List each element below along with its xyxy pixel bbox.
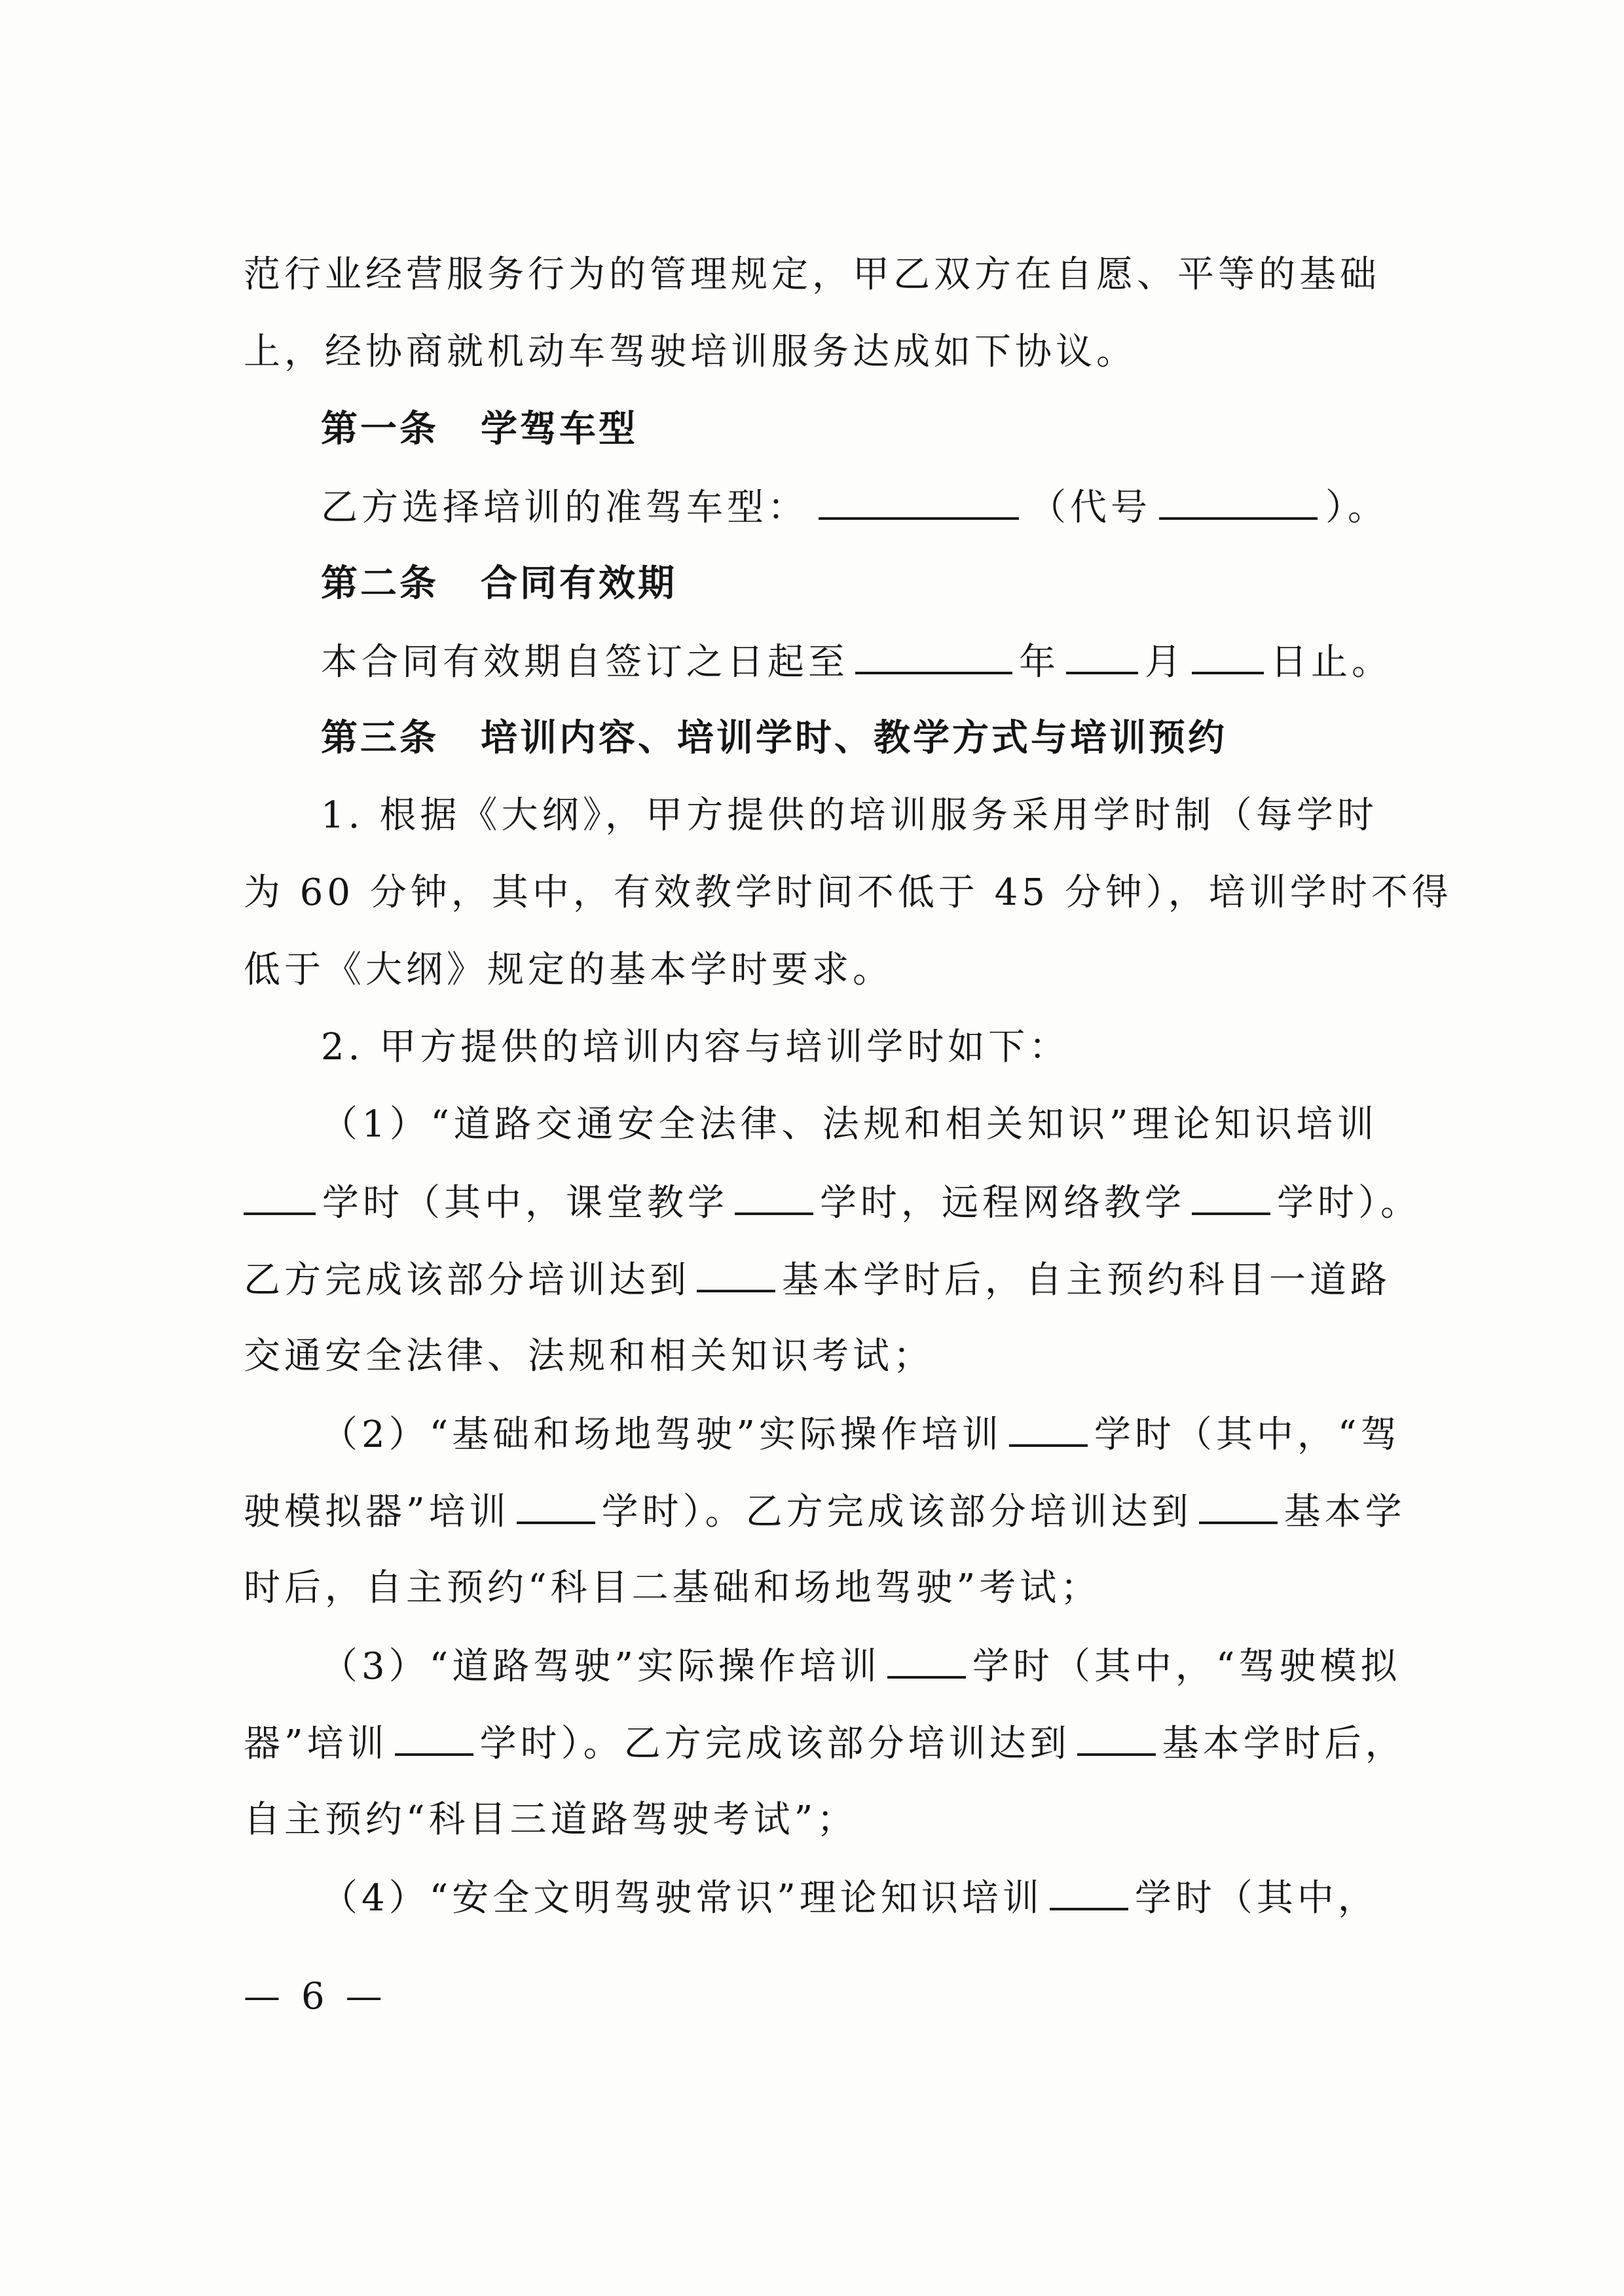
paragraph-line: （4）“安全文明驾驶常识”理论知识培训 学时（其中， — [321, 1871, 1378, 1925]
article-1-heading — [321, 403, 638, 456]
paragraph-line: （1）“道路交通安全法律、法规和相关知识”理论知识培训 — [321, 1103, 1378, 1146]
paragraph-line: （2）“基础和场地驾驶”实际操作培训 学时（其中，“驾 — [321, 1408, 1401, 1461]
paragraph-line: 1. 根据《大纲》，甲方提供的培训服务采用学时制（每学时 — [321, 794, 1378, 837]
page-number — [244, 1971, 382, 2023]
article-number: 第一条 — [321, 408, 439, 450]
blank-line — [1192, 1176, 1270, 1215]
page-number-value: 6 — [301, 1975, 325, 2018]
paragraph-line: 交通安全法律、法规和相关知识考试； — [244, 1335, 934, 1377]
blank-line — [697, 1253, 775, 1292]
blank-line — [1199, 1485, 1278, 1524]
blank-line — [1066, 635, 1138, 674]
article-title: 培训内容、培训学时、教学方式与培训预约 — [481, 717, 1227, 759]
article-title: 学驾车型 — [481, 408, 638, 450]
blank-line — [1077, 1717, 1156, 1756]
blank-line — [1050, 1871, 1128, 1910]
blank-line — [517, 1485, 595, 1524]
article-title: 合同有效期 — [481, 562, 677, 605]
blank-line — [855, 635, 1012, 674]
blank-line — [1009, 1408, 1088, 1447]
page-number-dash-left: — — [244, 1975, 280, 2018]
blank-line — [1192, 635, 1264, 674]
article-number: 第二条 — [321, 562, 439, 605]
paragraph-line: 学时（其中，课堂教学 学时，远程网络教学 学时）。 — [244, 1176, 1421, 1230]
paragraph-line: 2. 甲方提供的培训内容与培训学时如下： — [321, 1026, 1070, 1068]
paragraph-line: 乙方完成该部分培训达到 基本学时后，自主预约科目一道路 — [244, 1253, 1391, 1307]
paragraph-line: 驶模拟器”培训 学时）。乙方完成该部分培训达到 基本学 — [244, 1485, 1406, 1539]
paragraph-line: 器”培训 学时）。乙方完成该部分培训达到 基本学时后， — [244, 1717, 1406, 1770]
paragraph-line: 上，经协商就机动车驾驶培训服务达成如下协议。 — [244, 331, 1137, 373]
blank-line — [395, 1717, 473, 1756]
paragraph-line: 本合同有效期自签订之日起至 年 月 日止。 — [321, 635, 1392, 689]
blank-line — [819, 481, 1019, 520]
paragraph-line: （3）“道路驾驶”实际操作培训 学时（其中，“驾驶模拟 — [321, 1639, 1401, 1693]
paragraph-line: 时后，自主预约“科目二基础和场地驾驶”考试； — [244, 1567, 1101, 1609]
paragraph-line: 范行业经营服务行为的管理规定，甲乙双方在自愿、平等的基础 — [244, 253, 1380, 296]
blank-line — [244, 1176, 316, 1215]
article-2-heading — [321, 558, 677, 610]
blank-line — [887, 1639, 966, 1679]
paragraph-line: 为 60 分钟，其中，有效教学时间不低于 45 分钟），培训学时不得 — [244, 871, 1452, 914]
paragraph-line: 自主预约“科目三道路驾驶考试”； — [244, 1798, 858, 1841]
blank-line — [735, 1176, 813, 1215]
paragraph-line: 乙方选择培训的准驾车型： （代号 ）。 — [321, 481, 1388, 534]
paragraph-line: 低于《大纲》规定的基本学时要求。 — [244, 949, 893, 991]
article-number: 第三条 — [321, 717, 439, 759]
article-3-heading — [321, 712, 1227, 765]
page-number-dash-right: — — [345, 1975, 382, 2018]
blank-line — [1159, 481, 1318, 520]
